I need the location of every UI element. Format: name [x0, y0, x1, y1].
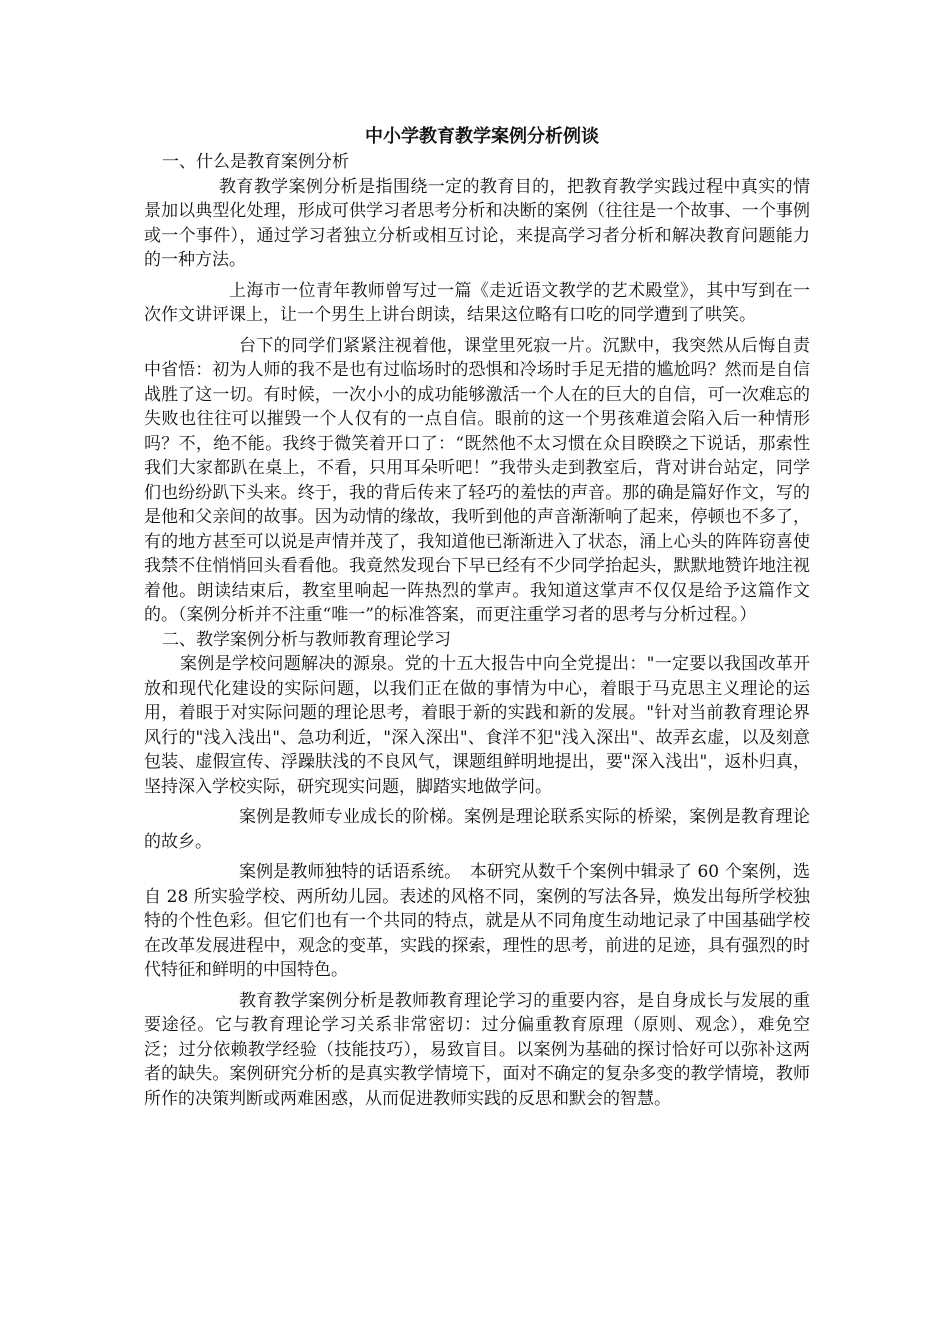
- paragraph-shanghai-teacher: 上海市一位青年教师曾写过一篇《走近语文教学的艺术殿堂》，其中写到在一次作文讲评课上，让一个男生上讲台朗读，结果这位略有口吃的同学遭到了哄笑。: [144, 280, 810, 325]
- document-body: [144, 126, 810, 1111]
- paragraph-problem-source: 案例是学校问题解决的源泉。党的十五大报告中向全党提出："一定要以我国改革开放和现代化建设的实际问题，以我们正在做的事情为中心，着眼于马克思主义理论的运用，着眼于对实际问题的理论思考，着眼于新的实践和新的发展。"针对当前教育理论界风行的"浅入浅出"、急功利近，"深入深出"、食洋不犯"浅入深出"、故弄玄虚，以及刻意包装、虚假宣传、浮躁肤浅的不良风气，课题组鲜明地提出，要"深入浅出"，返朴归真，坚持深入学校实际，研究现实问题，脚踏实地做学问。: [144, 654, 810, 797]
- paragraph-theory-learning: 教育教学案例分析是教师教育理论学习的重要内容，是自身成长与发展的重要途径。它与教育理论学习关系非常密切：过分偏重教育原理（原则、观念），难免空泛；过分依赖教学经验（技能技巧），易致盲目。以案例为基础的探讨恰好可以弥补这两者的缺失。案例研究分析的是真实教学情境下，面对不确定的复杂多变的教学情境，教师所作的决策判断或两难困惑，从而促进教师实践的反思和默会的智慧。: [144, 990, 810, 1109]
- paragraph-definition: 教育教学案例分析是指围绕一定的教育目的，把教育教学实践过程中真实的情景加以典型化处理，形成可供学习者思考分析和决断的案例（往往是一个故事、一个事例或一个事件），通过学习者独立分析或相互讨论，来提高学习者分析和解决教育问题能力的一种方法。: [144, 176, 810, 270]
- paragraph-discourse-system: 案例是教师独特的话语系统。 本研究从数千个案例中辑录了 60 个案例，选自 28 所实验学校、两所幼儿园。表述的风格不同，案例的写法各异，焕发出每所学校独特的个性色彩。但它们也有一个共同的特点，就是从不同角度生动地记录了中国基础学校在改革发展进程中，观念的变革，实践的探索，理性的思考，前进的足迹，具有强烈的时代特征和鲜明的中国特色。: [144, 862, 810, 980]
- paragraph-growth-ladder: 案例是教师专业成长的阶梯。案例是理论联系实际的桥梁，案例是教育理论的故乡。: [144, 807, 810, 852]
- section-heading-1: 一、什么是教育案例分析: [162, 152, 349, 172]
- document-title: 中小学教育教学案例分析例谈: [365, 126, 599, 147]
- section-heading-2: 二、教学案例分析与教师教育理论学习: [162, 629, 451, 650]
- paragraph-classroom-story: 台下的同学们紧紧注视着他，课堂里死寂一片。沉默中，我突然从后悔自责中省悟：初为人师的我不是也有过临场时的恐惧和冷场时手足无措的尴尬吗？然而是自信战胜了这一切。有时候，一次小小的成功能够激活一个人在的巨大的自信，可一次难忘的失败也往往可以摧毁一个人仅有的一点自信。眼前的这一个男孩难道会陷入后一种情形吗？不，绝不能。我终于微笑着开口了：“既然他不太习惯在众目睽睽之下说话，那索性我们大家都趴在桌上，不看，只用耳朵听吧！”我带头走到教室后，背对讲台站定，同学们也纷纷趴下头来。终于，我的背后传来了轻巧的羞怯的声音。那的确是篇好作文，写的是他和父亲间的故事。因为动情的缘故，我听到他的声音渐渐响了起来，停顿也不多了，有的地方甚至可以说是声情并茂了，我知道他已渐渐进入了状态，涌上心头的阵阵窃喜使我禁不住悄悄回头看看他。我竟然发现台下早已经有不少同学抬起头，默默地赞许地注视着他。朗读结束后，教室里响起一阵热烈的掌声。我知道这掌声不仅仅是给予这篇作文的。（案例分析并不注重“唯一”的标准答案，而更注重学习者的思考与分析过程。）: [144, 335, 810, 625]
